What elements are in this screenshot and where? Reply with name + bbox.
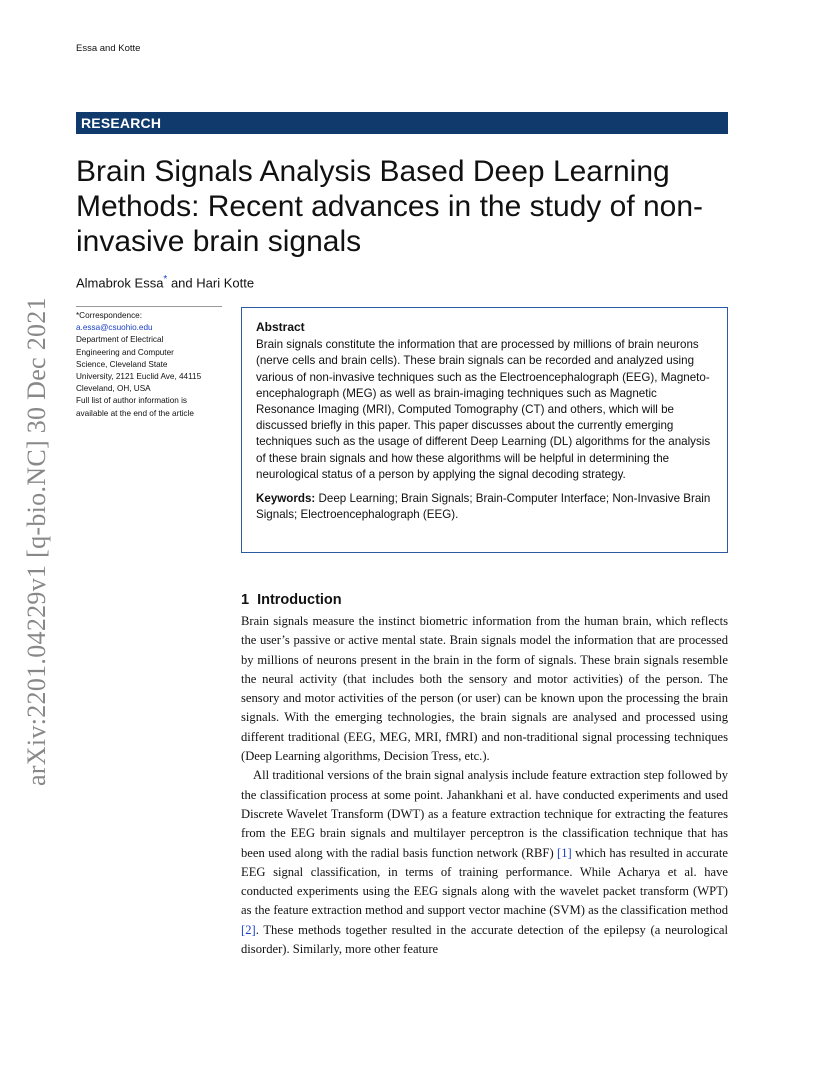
keywords-label: Keywords:: [256, 492, 316, 506]
abstract-heading: Abstract: [256, 320, 305, 334]
keywords: [256, 491, 714, 523]
affiliation-line: University, 2121 Euclid Ave, 44115: [76, 372, 202, 382]
author-info-note: Full list of author information is: [76, 396, 188, 406]
section-label: RESEARCH: [81, 115, 162, 131]
affiliation-line: Science, Cleveland State: [76, 359, 168, 369]
section-label-bar: [76, 112, 728, 134]
author-footnote-mark[interactable]: *: [163, 274, 168, 285]
author-rest: and Hari Kotte: [167, 275, 255, 291]
paragraph-text: All traditional versions of the brain signal analysis include feature extraction step followed by the classification process at some point. Jahankhani et al. have conducted experiments and used Discrete Wavelet Transform (DWT) as a feature extraction technique for extracting the features from the EEG brain signals and multilayer perceptron is the classification technique that has been used along with the radial basis function network (RBF): [241, 768, 728, 860]
paragraph-text: which has resulted in accurate EEG signal classification, in terms of training performance. While Acharya et al. have conducted experiments using the EEG signals along with the wavelet packet transform (WPT) as the feature extraction method and support vector machine (SVM) as the classification method: [241, 845, 728, 918]
section-heading-introduction: [241, 592, 342, 608]
paper-title: Brain Signals Analysis Based Deep Learning Methods: Recent advances in the study of non-invasive brain signals: [76, 155, 704, 258]
running-head: Essa and Kotte: [76, 43, 141, 54]
introduction-body: [241, 612, 728, 959]
correspondence-block: [76, 310, 226, 420]
section-number: 1: [241, 592, 250, 608]
author-info-note: available at the end of the article: [76, 408, 194, 418]
keywords-list: Deep Learning; Brain Signals; Brain-Computer Interface; Non-Invasive Brain Signals; Electroencephalograph (EEG).: [256, 492, 711, 522]
author-line: [76, 274, 254, 290]
paragraph: [241, 766, 728, 959]
abstract-box: [241, 307, 728, 553]
arxiv-stamp: arXiv:2201.04229v1 [q-bio.NC] 30 Dec 2021: [22, 297, 51, 786]
correspondence-email-link[interactable]: a.essa@csuohio.edu: [76, 323, 153, 333]
abstract-text: Brain signals constitute the information that are processed by millions of brain neurons (nerve cells and brain cells). These brain signals can be recorded and analyzed using various of non-invasive techniques such as the Electroencephalograph (EEG), Magneto-encephalograph (MEG) as well as brain-imaging techniques such as Magnetic Resonance Imaging (MRI), Computed Tomography (CT) and others, which will be discussed briefly in this paper. This paper discusses about the currently emerging techniques such as the usage of different Deep Learning (DL) algorithms for the analysis of these brain signals and how these algorithms will be helpful in determining the neurological status of a person by applying the signal decoding strategy.: [256, 338, 711, 481]
citation-link[interactable]: [2]: [241, 922, 256, 937]
affiliation-line: Engineering and Computer: [76, 347, 174, 357]
sidebar-divider: [76, 306, 222, 307]
section-title: Introduction: [257, 592, 342, 608]
correspondence-label: *Correspondence:: [76, 311, 142, 320]
paragraph: Brain signals measure the instinct biometric information from the human brain, which reflects the user’s passive or active mental state. Brain signals model the information that are processed by millions of neurons present in the brain in the form of signals. These brain signals resemble the neural activity (that includes both the sensory and motor activities) of the person. The sensory and motor activities of the person (or user) can be known upon the processing the brain signals. With the emerging technologies, the brain signals are analysed and processed using different traditional (EEG, MEG, MRI, fMRI) and non-traditional signal processing techniques (Deep Learning algorithms, Decision Tress, etc.).: [241, 614, 728, 764]
paragraph-text: . These methods together resulted in the accurate detection of the epilepsy (a neurological disorder). Similarly, more other feature: [241, 922, 728, 957]
affiliation-line: Cleveland, OH, USA: [76, 384, 151, 394]
citation-link[interactable]: [1]: [557, 845, 572, 860]
affiliation-line: Department of Electrical: [76, 335, 164, 345]
author-first: Almabrok Essa: [76, 275, 164, 291]
